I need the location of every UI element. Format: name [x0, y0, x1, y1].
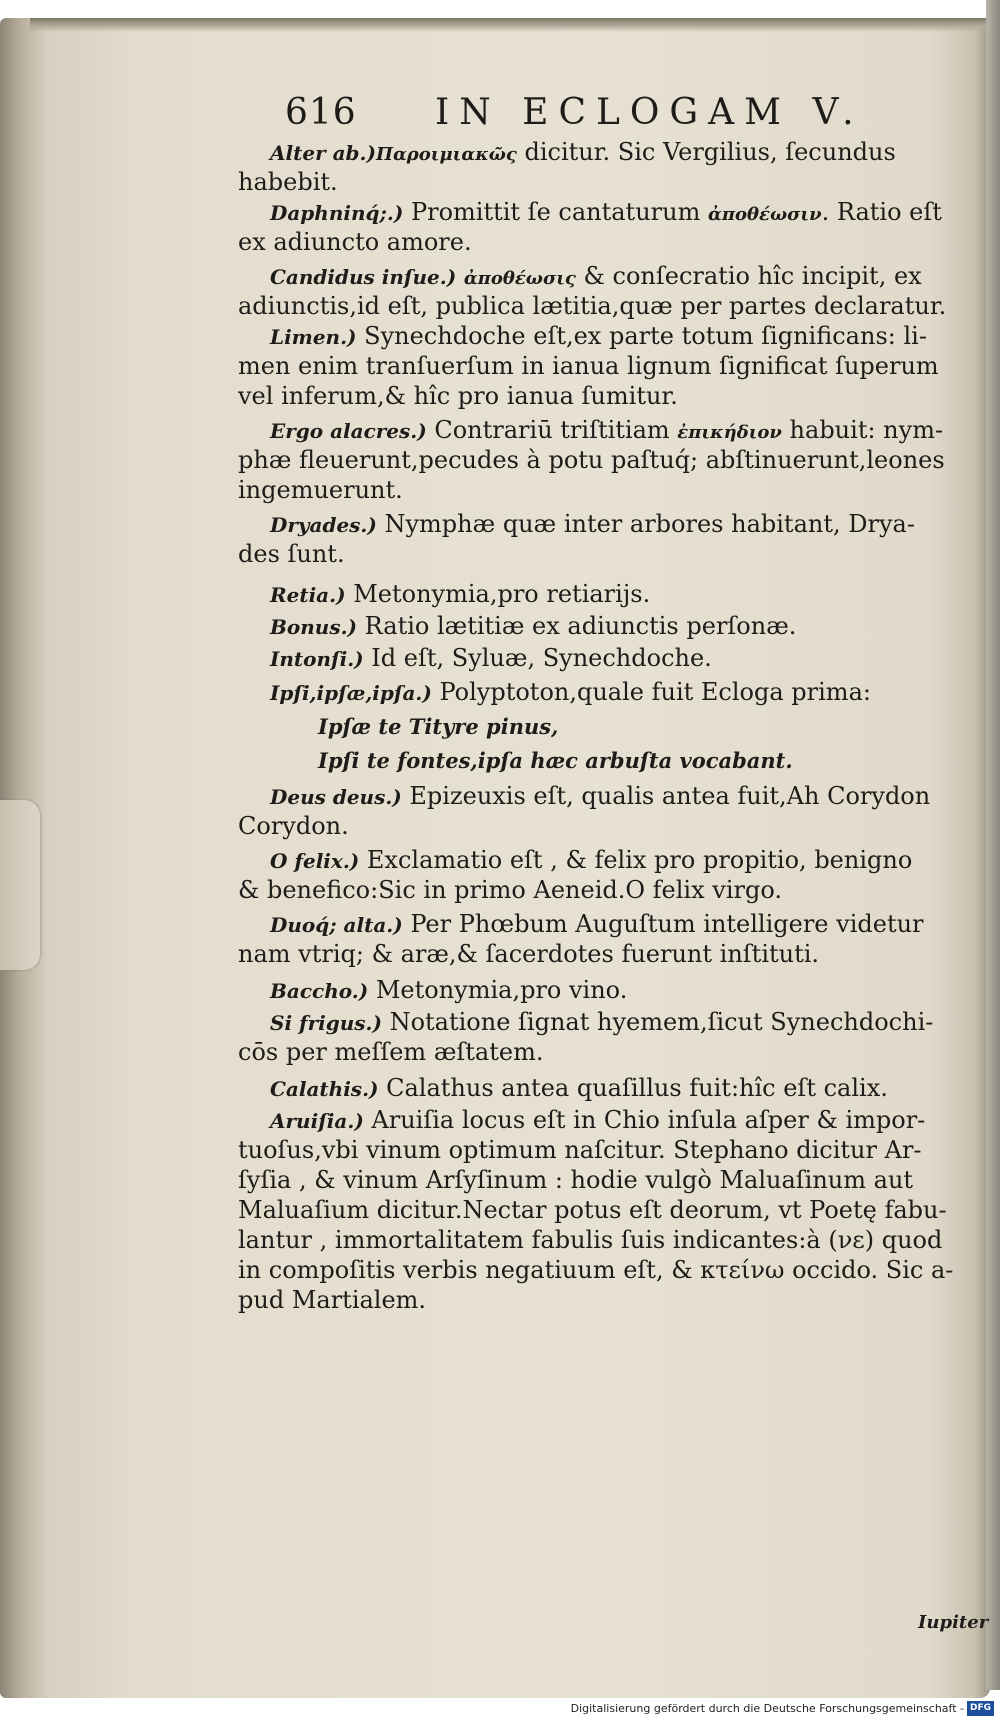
greek-word: ἀποθέωσις [463, 268, 576, 289]
clasp-mark [0, 800, 40, 970]
gloss-text: Metonymia,pro retiarijs. [345, 580, 651, 608]
entry-continuation: habebit. [238, 168, 338, 196]
lemma: Daphninq́;.) [270, 201, 404, 225]
lemma: Ipſi,ipſæ,ipſa.) [270, 681, 432, 705]
entry-line [270, 908, 1000, 942]
running-head [285, 92, 905, 140]
gloss-text: Synechdoche eſt,ex parte totum ſignificans: li- [356, 322, 927, 350]
gloss-text: & conſecratio hîc incipit, ex [575, 262, 922, 290]
entry-continuation: ingemuerunt. [238, 476, 403, 504]
entry-line [270, 508, 1000, 542]
folio-number: 616 [285, 92, 357, 133]
entry-continuation: vel inferum,& hîc pro ianua ſumitur. [238, 382, 678, 410]
catchword: Iupiter [918, 1612, 989, 1633]
verse-line [318, 710, 1000, 743]
gloss-text: Contrariū triſtitiam [426, 416, 678, 444]
entry-line [270, 1006, 1000, 1040]
lemma: Baccho.) [270, 979, 369, 1003]
gloss-text: Polyptoton,quale fuit Ecloga prima: [431, 678, 871, 706]
funding-note: Digitalisierung gefördert durch die Deutsche Forschungsgemeinschaft - [570, 1702, 964, 1715]
gloss-text: habuit: nym- [781, 416, 944, 444]
entry-continuation: ſyſia , & vinum Arſyſinum : hodie vulgò Maluaſinum aut [238, 1166, 914, 1194]
lemma: O felix.) [270, 849, 360, 873]
entry-continuation: des ſunt. [238, 540, 345, 568]
lemma: Si frigus.) [270, 1011, 382, 1035]
entry-continuation: pud Martialem. [238, 1286, 427, 1314]
lemma: Dryades.) [270, 513, 377, 537]
greek-word: ἀποθέωσιν [707, 204, 822, 225]
entry-continuation: & benefico:Sic in primo Aeneid.O felix virgo. [238, 876, 782, 904]
gloss-text: Promittit ſe cantaturum [403, 198, 708, 226]
entry-continuation: phæ fleuerunt,pecudes à potu paſtuq́; abſtinuerunt,leones [238, 446, 945, 474]
lemma: Ergo alacres.) [270, 419, 427, 443]
entry-continuation: ex adiuncto amore. [238, 228, 472, 256]
dfg-logo: DFG [967, 1701, 994, 1716]
gloss-text: Nymphæ quæ inter arbores habitant, Drya- [376, 510, 915, 538]
entry-continuation: cōs per meſſem æſtatem. [238, 1038, 544, 1066]
greek-word: ἐπικήδιον [677, 422, 782, 443]
greek-word: Παροιμιακῶς [375, 144, 517, 165]
lemma: Candidus inſue.) [270, 265, 457, 289]
entry-line [270, 320, 1000, 354]
lemma: Calathis.) [270, 1077, 379, 1101]
lemma: Bonus.) [270, 615, 358, 639]
lemma: Aruiſia.) [270, 1109, 364, 1133]
gloss-text: Ratio lætitiæ ex adiunctis perſonæ. [357, 612, 797, 640]
footer-bar [0, 1698, 1000, 1722]
gloss-text: Epizeuxis eſt, qualis antea fuit,Ah Corydon [401, 782, 931, 810]
entry-continuation: Corydon. [238, 812, 349, 840]
entry-line [270, 610, 1000, 644]
leaf-top-edge [30, 18, 990, 32]
entry-line [270, 1072, 1000, 1106]
verse-line [318, 744, 1000, 777]
entry-continuation: lantur , immortalitatem fabulis ſuis indicantes:à (νε) quod [238, 1226, 943, 1254]
gloss-text: Notatione ſignat hyemem,ſicut Synechdochi- [381, 1008, 934, 1036]
lemma: Alter ab.) [270, 141, 376, 165]
entry-continuation: nam vtriq; & aræ,& ſacerdotes fuerunt inſtituti. [238, 940, 820, 968]
entry-continuation: men enim tranſuerſum in ianua lignum ſignificat ſuperum [238, 352, 939, 380]
verse-text: Ipſæ te Tityre pinus, [318, 714, 559, 739]
gloss-text: Id eſt, Syluæ, Synechdoche. [363, 644, 712, 672]
entry-line [270, 974, 1000, 1008]
entry-line [270, 844, 1000, 878]
entry-continuation: Maluaſium dicitur.Nectar potus eſt deorum, vt Poetę fabu- [238, 1196, 947, 1224]
running-title: IN ECLOGAM V. [435, 92, 864, 133]
gloss-text: dicitur. Sic Vergilius, ſecundus [516, 138, 896, 166]
entry-line [270, 1104, 1000, 1138]
gloss-text: Calathus antea quaſillus fuit:hîc eſt calix. [378, 1074, 888, 1102]
gloss-text: Aruiſia locus eſt in Chio inſula aſper & impor- [363, 1106, 926, 1134]
gloss-text: Exclamatio eſt , & felix pro propitio, benigno [359, 846, 913, 874]
entry-continuation: in compoſitis verbis negatiuum eſt, & κτείνω occido. Sic a- [238, 1256, 954, 1284]
lemma: Retia.) [270, 583, 346, 607]
entry-continuation: adiunctis,id eſt, publica lætitia,quæ per partes declaratur. [238, 292, 947, 320]
entry-line [270, 780, 1000, 814]
lemma: Intonſi.) [270, 647, 364, 671]
gloss-text [456, 262, 464, 290]
gloss-text: . Ratio eſt [821, 198, 942, 226]
entry-line [270, 642, 1000, 676]
lemma: Duoq́; alta.) [270, 913, 403, 937]
gloss-text: Per Phœbum Auguſtum intelligere videtur [402, 910, 924, 938]
entry-line [270, 676, 1000, 710]
gloss-text: Metonymia,pro vino. [368, 976, 628, 1004]
lemma: Limen.) [270, 325, 357, 349]
entry-line [270, 578, 1000, 612]
verse-text: Ipſi te fontes,ipſa hæc arbuſta vocabant. [318, 748, 793, 773]
entry-continuation: tuoſus,vbi vinum optimum naſcitur. Stephano dicitur Ar- [238, 1136, 922, 1164]
lemma: Deus deus.) [270, 785, 402, 809]
